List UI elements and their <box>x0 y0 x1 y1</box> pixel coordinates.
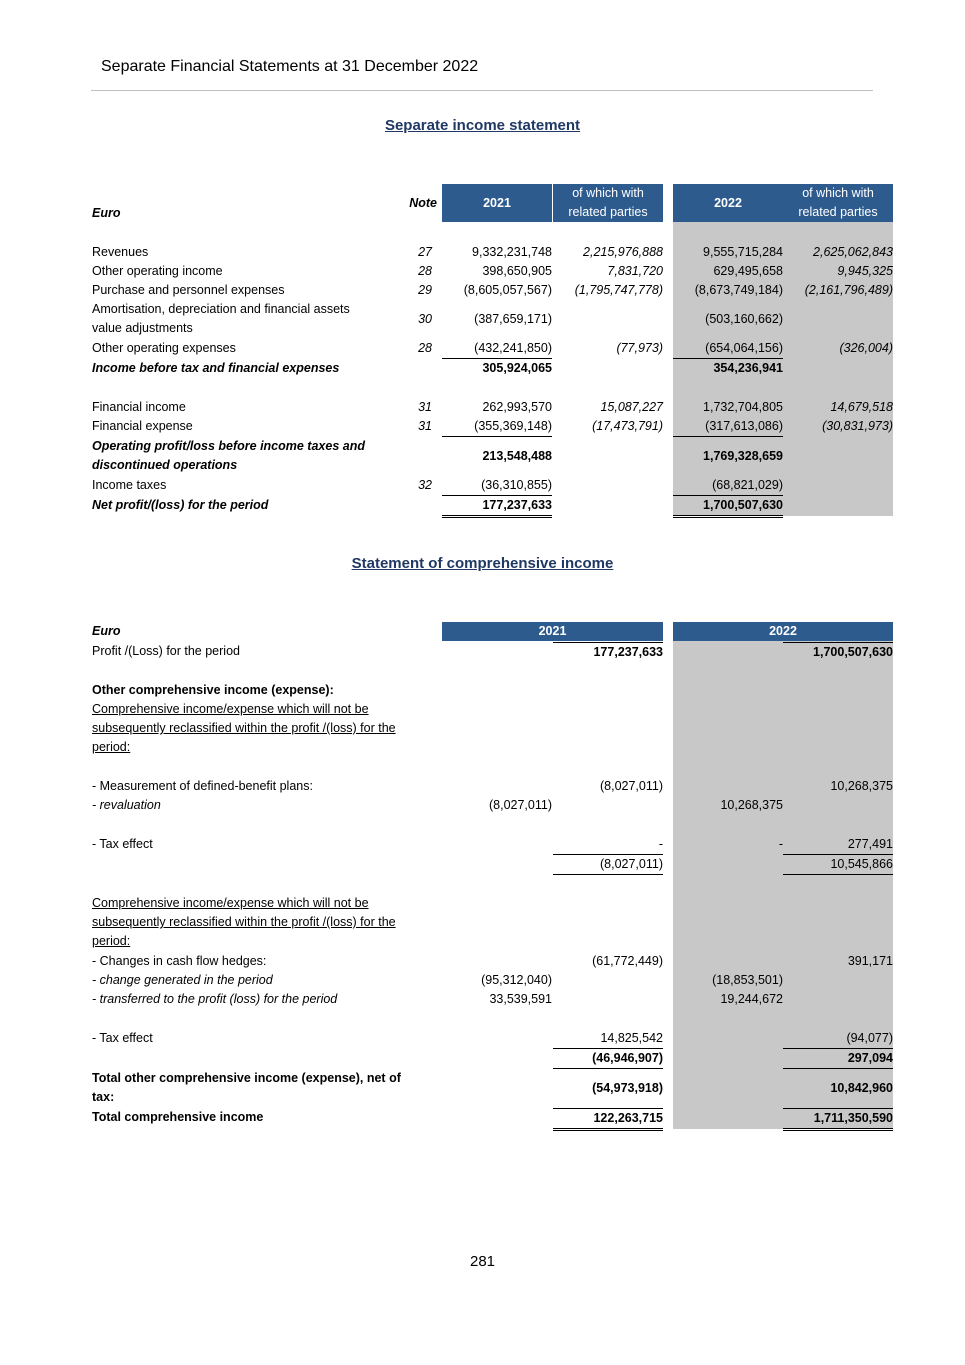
row-label: Income taxes <box>92 478 167 492</box>
value-2021: 177,237,633 <box>442 496 552 518</box>
value-2021: 33,539,591 <box>489 992 552 1006</box>
subtotal-2022: 297,094 <box>783 1049 893 1069</box>
row-label: Financial income <box>92 400 186 414</box>
value-2021: 14,825,542 <box>553 1029 663 1049</box>
value-2021: (387,659,171) <box>474 312 552 326</box>
value-2021: (36,310,855) <box>442 476 552 496</box>
table-row <box>0 243 965 262</box>
note-header: Note <box>409 196 437 210</box>
row-note: 31 <box>418 419 432 433</box>
row-note: 31 <box>418 400 432 414</box>
table-row <box>0 990 965 1009</box>
row-label: - revaluation <box>92 798 161 812</box>
related-2021: (1,795,747,778) <box>574 283 663 297</box>
value-2021: - <box>553 835 663 855</box>
row-label: Revenues <box>92 245 149 259</box>
unit-label: Euro <box>92 206 121 220</box>
comprehensive-unit-row <box>0 622 965 641</box>
related-2021: 7,831,720 <box>607 264 663 278</box>
value-2021: 398,650,905 <box>482 264 552 278</box>
row-label: - transferred to the profit (loss) for the period <box>92 992 338 1006</box>
value-2022: 1,700,507,630 <box>673 496 783 518</box>
row-label: Operating profit/loss before income taxes and discontinued operations <box>92 439 365 472</box>
value-2021: (355,369,148) <box>442 417 552 437</box>
row-label: - Changes in cash flow hedges: <box>92 954 267 968</box>
row-label: Net profit/(loss) for the period <box>92 498 269 512</box>
row-label: Profit /(Loss) for the period <box>92 644 240 658</box>
value-2021: (8,605,057,567) <box>463 283 552 297</box>
value-2022: 1,711,350,590 <box>783 1108 893 1131</box>
row-note: 28 <box>418 341 432 355</box>
table-row <box>0 1108 965 1127</box>
value-2021: (8,027,011) <box>488 798 552 812</box>
row-label: Total other comprehensive income (expense), net of tax: <box>92 1071 401 1104</box>
row-label: - change generated in the period <box>92 973 273 987</box>
value-2021: (54,973,918) <box>592 1081 663 1095</box>
value-2021: 122,263,715 <box>553 1108 663 1131</box>
related-2021: 2,215,976,888 <box>583 245 663 259</box>
row-label: - Tax effect <box>92 837 153 851</box>
value-2021: 262,993,570 <box>482 400 552 414</box>
subtotal-2021: (46,946,907) <box>553 1049 663 1069</box>
value-2021: 305,924,065 <box>482 361 552 375</box>
row-label: Other operating income <box>92 264 223 278</box>
col-header-2022: 2022 <box>673 184 783 222</box>
row-note: 28 <box>418 264 432 278</box>
value-2022: 9,555,715,284 <box>703 245 783 259</box>
value-2022: (503,160,662) <box>705 312 783 326</box>
row-note: 27 <box>418 245 432 259</box>
value-2022: 1,732,704,805 <box>703 400 783 414</box>
row-note: 30 <box>418 312 432 326</box>
document-header: Separate Financial Statements at 31 December 2022 <box>101 58 479 75</box>
section-heading-row <box>0 700 965 757</box>
related-2022: 14,679,518 <box>830 400 893 414</box>
table-row <box>0 971 965 990</box>
header-divider <box>91 90 873 91</box>
value-2021: (95,312,040) <box>481 973 552 987</box>
col-header-2022: 2022 <box>673 622 893 641</box>
table-row <box>0 642 965 661</box>
table-row <box>0 1029 965 1048</box>
value-2022: 10,268,375 <box>830 779 893 793</box>
income-statement-title: Separate income statement <box>384 117 581 134</box>
not-reclassified-heading: Comprehensive income/expense which will not be subsequently reclassified within the profit /(loss) for the period: <box>92 702 396 754</box>
related-2021: 15,087,227 <box>600 400 663 414</box>
value-2022: 10,842,960 <box>830 1081 893 1095</box>
related-2022: 2,625,062,843 <box>813 245 893 259</box>
table-row <box>0 777 965 796</box>
table-row <box>0 952 965 971</box>
value-2022-detail: - <box>778 837 783 851</box>
row-note: 32 <box>418 478 432 492</box>
unit-label: Euro <box>92 624 121 638</box>
value-2022: 277,491 <box>783 835 893 855</box>
row-label: Purchase and personnel expenses <box>92 283 285 297</box>
section-heading-row <box>0 894 965 951</box>
row-label: - Measurement of defined-benefit plans: <box>92 779 313 793</box>
value-2021: 213,548,488 <box>482 449 552 463</box>
related-2022: (326,004) <box>839 341 893 355</box>
table-row <box>0 359 965 378</box>
value-2022: 629,495,658 <box>713 264 783 278</box>
value-2022: (654,064,156) <box>673 339 783 359</box>
value-2021: 9,332,231,748 <box>472 245 552 259</box>
subtotal-row <box>0 855 965 874</box>
related-2022: 9,945,325 <box>837 264 893 278</box>
income-unit-row <box>0 204 965 223</box>
table-row <box>0 339 965 358</box>
row-label: Amortisation, depreciation and financial assets value adjustments <box>92 302 350 335</box>
value-2022: 391,171 <box>847 954 893 968</box>
oci-heading: Other comprehensive income (expense): <box>92 683 334 697</box>
row-label: - Tax effect <box>92 1031 153 1045</box>
value-2022: 1,700,507,630 <box>783 642 893 662</box>
row-label: Financial expense <box>92 419 193 433</box>
value-2022: 19,244,672 <box>720 992 783 1006</box>
related-2022: (2,161,796,489) <box>804 283 893 297</box>
table-row <box>0 476 965 495</box>
table-row <box>0 398 965 417</box>
value-2021: 177,237,633 <box>553 642 663 662</box>
col-header-2021: 2021 <box>442 184 552 222</box>
table-row <box>0 281 965 300</box>
row-label: Other operating expenses <box>92 341 236 355</box>
table-row <box>0 417 965 436</box>
value-2022: 1,769,328,659 <box>703 449 783 463</box>
row-note: 29 <box>418 283 432 297</box>
related-2021: (17,473,791) <box>592 419 663 433</box>
value-2022: 354,236,941 <box>713 361 783 375</box>
value-2022: (8,673,749,184) <box>694 283 783 297</box>
subtotal-2022: 10,545,866 <box>783 855 893 875</box>
row-label: Income before tax and financial expenses <box>92 361 340 375</box>
value-2022: (94,077) <box>783 1029 893 1049</box>
table-row <box>0 796 965 815</box>
page-number: 281 <box>469 1253 496 1270</box>
col-header-related-2022: of which with related parties <box>783 184 893 222</box>
value-2021: (432,241,850) <box>442 339 552 359</box>
comprehensive-title: Statement of comprehensive income <box>351 555 614 572</box>
value-2022: (68,821,029) <box>673 476 783 496</box>
subtotal-row <box>0 1049 965 1068</box>
row-label: Total comprehensive income <box>92 1110 264 1124</box>
table-row <box>0 300 965 338</box>
related-2022: (30,831,973) <box>822 419 893 433</box>
value-2022: (317,613,086) <box>673 417 783 437</box>
col-header-related-2021: of which with related parties <box>553 184 663 222</box>
table-row <box>0 835 965 854</box>
table-row <box>0 496 965 515</box>
value-2021: (8,027,011) <box>599 779 663 793</box>
table-row <box>0 262 965 281</box>
value-2022: (18,853,501) <box>712 973 783 987</box>
value-2021: (61,772,449) <box>592 954 663 968</box>
table-row <box>0 1069 965 1107</box>
value-2022: 10,268,375 <box>720 798 783 812</box>
section-heading-row <box>0 681 965 700</box>
col-header-2021: 2021 <box>442 622 663 641</box>
not-reclassified-heading: Comprehensive income/expense which will not be subsequently reclassified within the profit /(loss) for the period: <box>92 896 396 948</box>
table-row <box>0 437 965 475</box>
related-2021: (77,973) <box>616 341 663 355</box>
subtotal-2021: (8,027,011) <box>553 855 663 875</box>
